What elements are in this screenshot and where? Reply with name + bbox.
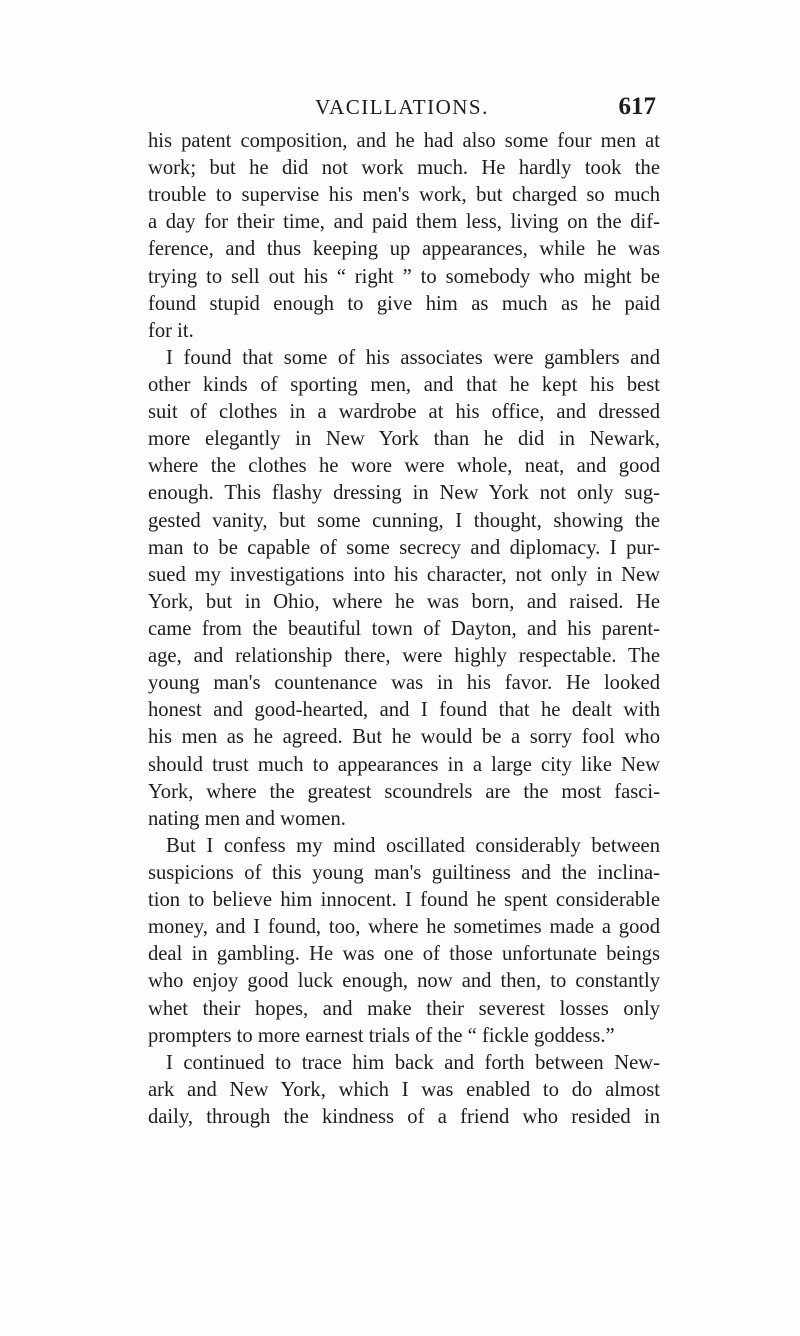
text-line: York, where the greatest scoundrels are the most fasci- xyxy=(148,780,660,803)
text-line: sued my investigations into his character, not only in New xyxy=(148,563,660,586)
text-line: ference, and thus keeping up appearances, while he was xyxy=(148,238,660,261)
text-line: enough. This flashy dressing in New York not only sug- xyxy=(148,482,660,505)
text-line: came from the beautiful town of Dayton, and his parent- xyxy=(148,617,660,640)
text-line: daily, through the kindness of a friend who resided in xyxy=(148,1105,660,1128)
text-line: for it. xyxy=(148,319,194,342)
text-line: should trust much to appearances in a large city like New xyxy=(148,753,660,776)
text-line: man to be capable of some secrecy and diplomacy. I pur- xyxy=(148,536,660,559)
text-line: his men as he agreed. But he would be a sorry fool who xyxy=(148,726,660,749)
text-line: a day for their time, and paid them less, living on the dif- xyxy=(148,211,660,234)
text-line: I continued to trace him back and forth between New- xyxy=(166,1051,660,1074)
text-line: nating men and women. xyxy=(148,807,346,830)
page-number: 617 xyxy=(618,93,656,120)
text-line: found stupid enough to give him as much as he paid xyxy=(148,292,660,315)
text-line: gested vanity, but some cunning, I thought, showing the xyxy=(148,509,660,532)
text-line: suit of clothes in a wardrobe at his office, and dressed xyxy=(148,401,660,424)
text-line: more elegantly in New York than he did in Newark, xyxy=(148,428,660,451)
text-line: honest and good-hearted, and I found that he dealt with xyxy=(148,699,660,722)
running-head xyxy=(148,92,656,122)
text-line: I found that some of his associates were gamblers and xyxy=(166,346,660,369)
text-line: tion to believe him innocent. I found he spent considerable xyxy=(148,889,660,912)
text-line: prompters to more earnest trials of the “ fickle goddess.” xyxy=(148,1024,615,1047)
text-line: young man's countenance was in his favor. He looked xyxy=(148,672,660,695)
text-line: whet their hopes, and make their severest losses only xyxy=(148,997,660,1020)
text-line: deal in gambling. He was one of those unfortunate beings xyxy=(148,943,660,966)
text-line: his patent composition, and he had also some four men at xyxy=(148,130,660,152)
body-text xyxy=(148,128,660,1131)
text-line: who enjoy good luck enough, now and then, to constantly xyxy=(148,970,660,993)
text-line: trouble to supervise his men's work, but charged so much xyxy=(148,184,660,207)
text-line: money, and I found, too, where he sometimes made a good xyxy=(148,916,660,939)
chapter-title: VACILLATIONS. xyxy=(315,95,489,119)
text-line: where the clothes he wore were whole, neat, and good xyxy=(148,455,660,478)
text-line: work; but he did not work much. He hardly took the xyxy=(148,157,660,180)
text-line: York, but in Ohio, where he was born, and raised. He xyxy=(148,590,660,613)
text-line: other kinds of sporting men, and that he kept his best xyxy=(148,373,660,396)
text-line: trying to sell out his “ right ” to somebody who might be xyxy=(148,265,660,288)
text-line: age, and relationship there, were highly respectable. The xyxy=(148,645,660,668)
text-line: But I confess my mind oscillated considerably between xyxy=(166,834,660,857)
text-line: ark and New York, which I was enabled to do almost xyxy=(148,1078,660,1101)
text-line: suspicions of this young man's guiltiness and the inclina- xyxy=(148,861,660,884)
